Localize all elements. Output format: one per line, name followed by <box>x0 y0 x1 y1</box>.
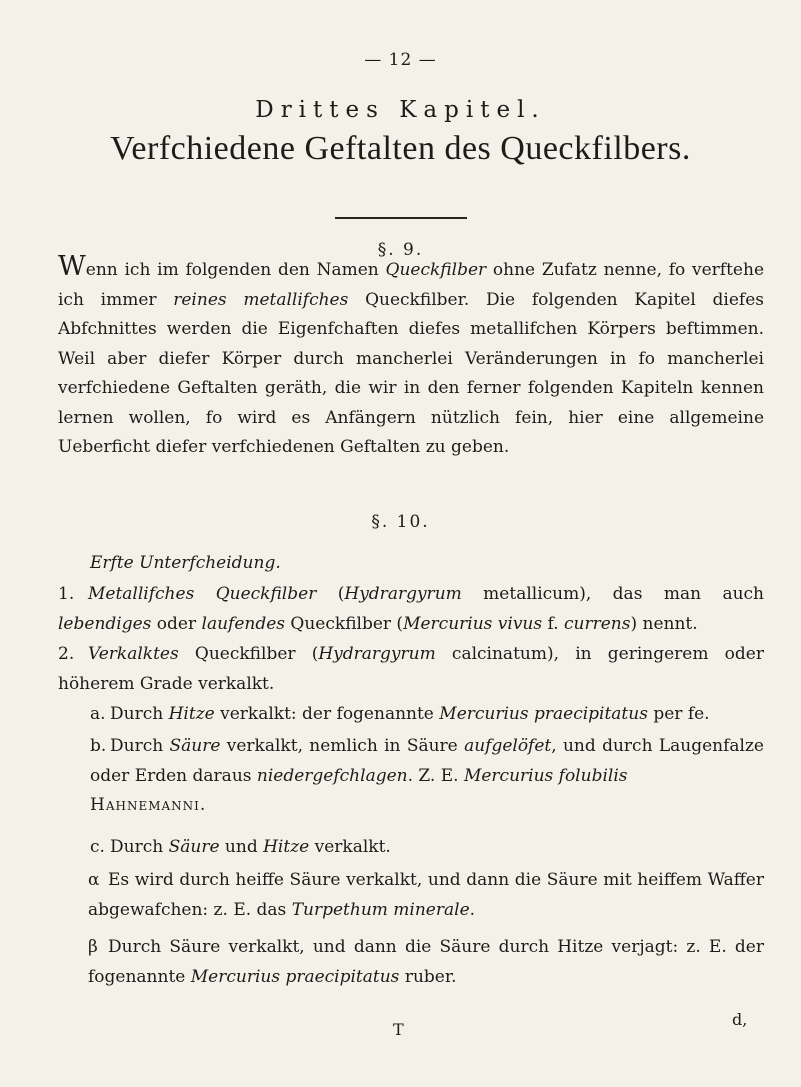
item-number: 2. <box>58 644 75 664</box>
signature-mark: T <box>393 1020 404 1039</box>
item-number: 1. <box>58 584 75 604</box>
section-9-heading: §. 9. <box>377 240 424 260</box>
catchword: d, <box>732 1010 748 1029</box>
chapter-title: Verfchiedene Geftalten des Queckfilbers. <box>110 130 691 167</box>
item-number: α <box>88 870 100 890</box>
paragraph-9: Wenn ich im folgenden den Namen Queckfilber ohne Zufatz nenne, fo verftehe ich immer reines metallifches Queckfilber. Die folgenden Kapitel diefes Abfchnittes werden die Eigenfchaften diefes metallifchen Körpers beftimmen. Weil aber diefer Körper durch mancherlei Veränderungen in fo mancherlei verfchiedene Geftalten geräth, die wir in den ferner folgenden Kapiteln kennen lernen wollen, fo wird es Anfängern nützlich fein, hier eine allgemeine Ueberficht diefer verfchiedenen Geftalten zu geben. <box>58 251 765 457</box>
list-item: a. Durch Hitze verkalkt: der fogenannte Mercurius praecipitatus per fe. <box>90 700 764 730</box>
section-10-heading: §. 10. <box>371 512 430 532</box>
chapter-heading: Drittes Kapitel. <box>255 97 546 123</box>
item-number: c. <box>90 837 105 857</box>
list-item: 2. Verkalktes Queckfilber (Hydrargyrum calcinatum), in geringerem oder höherem Grade verkalkt. <box>58 640 764 699</box>
item-number: a. <box>90 704 106 724</box>
item-number: β <box>88 937 98 957</box>
title-divider <box>335 217 467 219</box>
author-name: Hahnemanni. <box>90 795 207 815</box>
list-item: β Durch Säure verkalkt, und dann die Säure durch Hitze verjagt: z. E. der fogenannte Mercurius praecipitatus ruber. <box>88 933 764 992</box>
list-item: 1. Metallifches Queckfilber (Hydrargyrum metallicum), das man auch lebendiges oder laufendes Queckfilber (Mercurius vivus f. currens) nennt. <box>58 580 764 639</box>
list-item: c. Durch Säure und Hitze verkalkt. <box>90 833 764 863</box>
item-number: b. <box>90 736 107 756</box>
subheading: Erfte Unterfcheidung. <box>90 553 281 573</box>
drop-cap: W <box>58 251 86 282</box>
list-item: α Es wird durch heiffe Säure verkalkt, und dann die Säure mit heiffem Waffer abgewafchen: z. E. das Turpethum minerale. <box>88 866 764 925</box>
page-number: — 12 — <box>364 50 437 70</box>
list-item: b. Durch Säure verkalkt, nemlich in Säure aufgelöfet, und durch Laugenfalze oder Erden daraus niedergefchlagen. Z. E. Mercurius folubilis Hahnemanni. <box>90 732 764 821</box>
